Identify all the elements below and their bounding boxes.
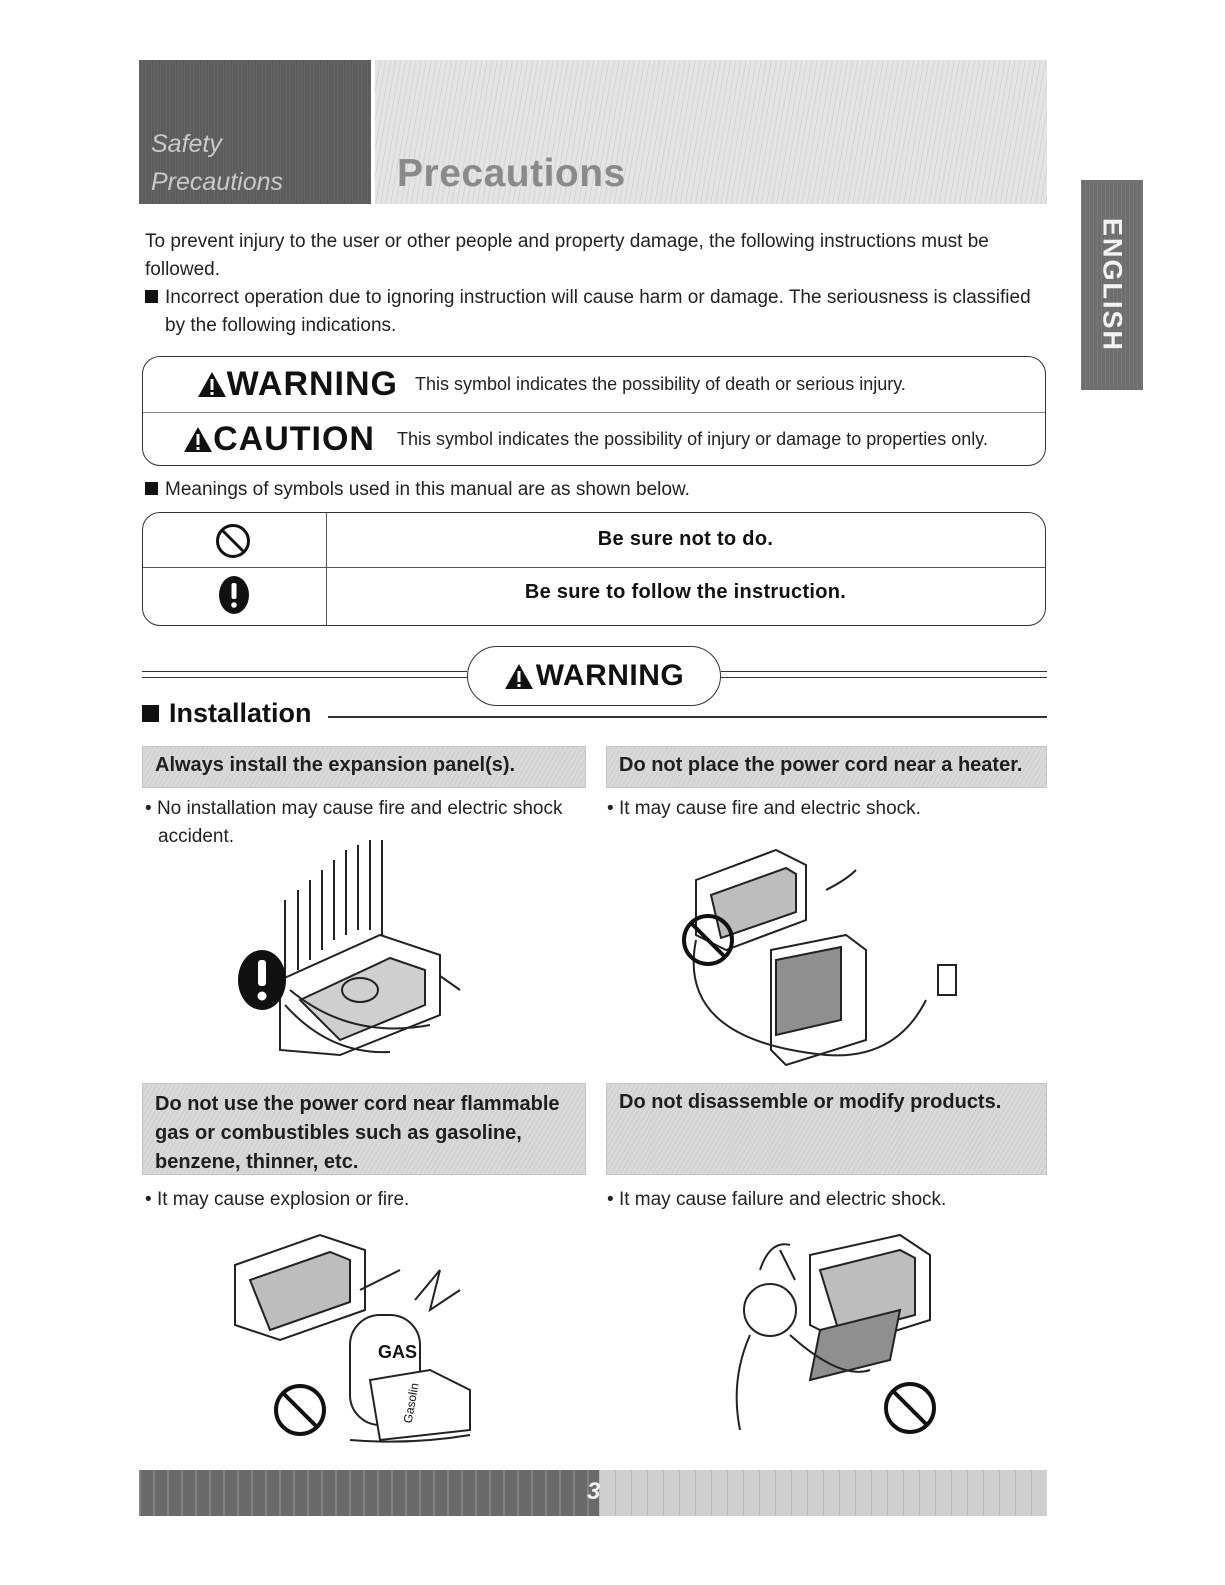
legend-row-caution xyxy=(143,412,1045,467)
mandatory-icon xyxy=(217,575,251,615)
instruction-title-1: Always install the expansion panel(s). xyxy=(142,746,586,788)
disassemble-illustration xyxy=(700,1230,960,1440)
caution-label-wrap xyxy=(143,420,375,459)
symbols-intro xyxy=(145,476,690,504)
intro-bullet xyxy=(145,284,1035,340)
page-number: 3 xyxy=(587,1478,601,1505)
instruction-note-1: • No installation may cause fire and electric shock accident. xyxy=(145,798,563,847)
page-title: Precautions xyxy=(397,152,626,195)
instruction-note-2-text: It may cause fire and electric shock. xyxy=(618,798,921,819)
gas-hazard-illustration xyxy=(230,1230,500,1450)
instruction-note-2: • It may cause fire and electric shock. xyxy=(607,798,921,819)
warning-triangle-icon xyxy=(504,663,534,690)
warning-banner-label: WARNING xyxy=(535,659,685,692)
instruction-title-4: Do not disassemble or modify products. xyxy=(606,1083,1047,1175)
symbols-intro-text: Meanings of symbols used in this manual are as shown below. xyxy=(165,479,690,500)
language-tab xyxy=(1081,180,1143,390)
symbol-meaning-prohibition: Be sure not to do. xyxy=(597,528,774,550)
heading-rule xyxy=(328,716,1047,718)
mandatory-icon xyxy=(236,948,288,1012)
caution-description: This symbol indicates the possibility of injury or damage to properties only. xyxy=(397,429,988,449)
table-divider-horizontal xyxy=(143,567,1045,568)
prohibition-icon xyxy=(215,523,251,559)
warning-label-wrap xyxy=(143,365,398,404)
section-tab xyxy=(139,60,371,204)
instruction-note-3-text: It may cause explosion or fire. xyxy=(156,1189,410,1210)
instruction-title-3: Do not use the power cord near flammable gas or combustibles such as gasoline, benzene, thinner, etc. xyxy=(142,1083,586,1175)
bullet-square xyxy=(145,482,158,495)
instruction-title-2: Do not place the power cord near a heater. xyxy=(606,746,1047,788)
bullet-square xyxy=(145,290,158,303)
warning-triangle-icon xyxy=(197,371,227,398)
indication-legend xyxy=(142,356,1046,466)
intro-text: To prevent injury to the user or other people and property damage, the following instructions must be followed. xyxy=(145,231,989,280)
footer-stripe xyxy=(599,1470,1047,1516)
instruction-note-4-text: It may cause failure and electric shock. xyxy=(618,1189,947,1210)
heater-cord-illustration xyxy=(676,840,976,1070)
section-heading xyxy=(142,698,312,729)
banner-rule-right xyxy=(721,671,1047,678)
caution-label: CAUTION xyxy=(213,420,375,458)
language-label: ENGLISH xyxy=(1097,217,1128,353)
symbols-table xyxy=(142,512,1046,626)
legend-row-warning xyxy=(143,357,1045,412)
warning-description: This symbol indicates the possibility of death or serious injury. xyxy=(415,374,906,394)
warning-banner xyxy=(467,646,721,706)
instruction-note-1-text: No installation may cause fire and electric shock accident. xyxy=(156,798,563,847)
warning-label: WARNING xyxy=(226,365,398,403)
instruction-note-4: • It may cause failure and electric shock. xyxy=(607,1189,947,1210)
heading-square xyxy=(142,705,159,722)
caution-triangle-icon xyxy=(183,426,213,453)
page-header xyxy=(375,60,1047,204)
gasoline-label: Gasolin xyxy=(400,1381,422,1425)
gas-label: GAS xyxy=(378,1342,418,1362)
section-heading-text: Installation xyxy=(169,698,312,728)
page-footer xyxy=(139,1470,1047,1516)
section-tab-line2: Precautions xyxy=(151,168,284,196)
section-tab-line1: Safety xyxy=(151,130,222,158)
instruction-note-3: • It may cause explosion or fire. xyxy=(145,1189,410,1210)
intro-bullet-text: Incorrect operation due to ignoring instruction will cause harm or damage. The seriousness is classified by the following indications. xyxy=(165,287,1031,336)
symbol-meaning-mandatory: Be sure to follow the instruction. xyxy=(524,581,847,603)
banner-rule-left xyxy=(142,671,467,678)
